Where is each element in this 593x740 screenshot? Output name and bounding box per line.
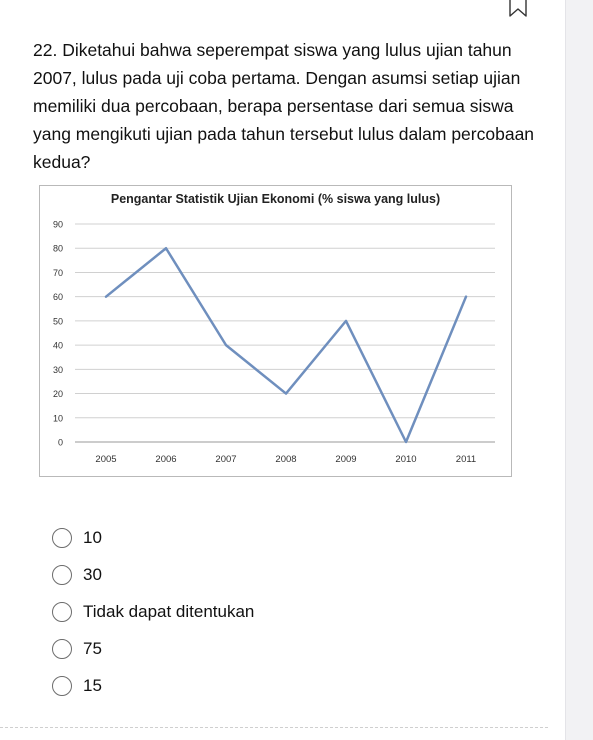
y-tick-label: 70 — [52, 267, 63, 278]
x-tick-label: 2006 — [155, 454, 177, 465]
radio-button[interactable] — [52, 676, 72, 696]
data-point — [225, 344, 227, 346]
y-tick-label: 10 — [52, 413, 63, 424]
x-tick-label: 2011 — [455, 454, 477, 465]
option-label: Tidak dapat ditentukan — [83, 602, 255, 621]
y-tick-label: 20 — [52, 389, 63, 400]
radio-button[interactable] — [52, 565, 72, 585]
option-label: 30 — [83, 565, 102, 584]
y-tick-label: 80 — [52, 243, 63, 254]
x-tick-label: 2005 — [95, 454, 117, 465]
bottom-divider — [0, 727, 548, 728]
y-tick-label: 0 — [57, 437, 63, 448]
x-tick-label: 2009 — [335, 454, 357, 465]
option-label: 75 — [83, 639, 102, 658]
y-tick-label: 40 — [52, 340, 63, 351]
chart-plot — [40, 186, 511, 476]
option-30[interactable] — [52, 558, 102, 592]
x-tick-label: 2007 — [215, 454, 237, 465]
y-tick-label: 50 — [52, 316, 63, 327]
data-point — [105, 296, 107, 298]
y-tick-label: 30 — [52, 364, 63, 375]
data-point — [405, 441, 407, 443]
option-label: 15 — [83, 676, 102, 695]
data-point — [465, 296, 467, 298]
chart-title: Pengantar Statistik Ujian Ekonomi (% siswa yang lulus) — [110, 192, 441, 206]
option-75[interactable] — [52, 632, 102, 666]
data-point — [165, 247, 167, 249]
radio-button[interactable] — [52, 602, 72, 622]
question-text: 22. Diketahui bahwa seperempat siswa yang lulus ujian tahun 2007, lulus pada uji coba pertama. Dengan asumsi setiap ujian memiliki dua percobaan, berapa persentase dari semua siswa yang mengikuti ujian pada tahun tersebut lulus dalam percobaan kedua? — [33, 40, 535, 172]
y-tick-label: 90 — [52, 219, 63, 230]
option-10[interactable] — [52, 521, 102, 555]
option-tidak-dapat-ditentukan[interactable] — [52, 595, 254, 629]
radio-button[interactable] — [52, 528, 72, 548]
x-tick-label: 2010 — [395, 454, 417, 465]
line-chart — [39, 185, 512, 477]
right-scroll-gutter — [565, 0, 593, 740]
data-point — [345, 320, 347, 322]
option-15[interactable] — [52, 669, 102, 703]
bookmark-icon[interactable] — [508, 0, 528, 18]
data-point — [285, 393, 287, 395]
radio-button[interactable] — [52, 639, 72, 659]
y-tick-label: 60 — [52, 292, 63, 303]
x-tick-label: 2008 — [275, 454, 297, 465]
option-label: 10 — [83, 528, 102, 547]
